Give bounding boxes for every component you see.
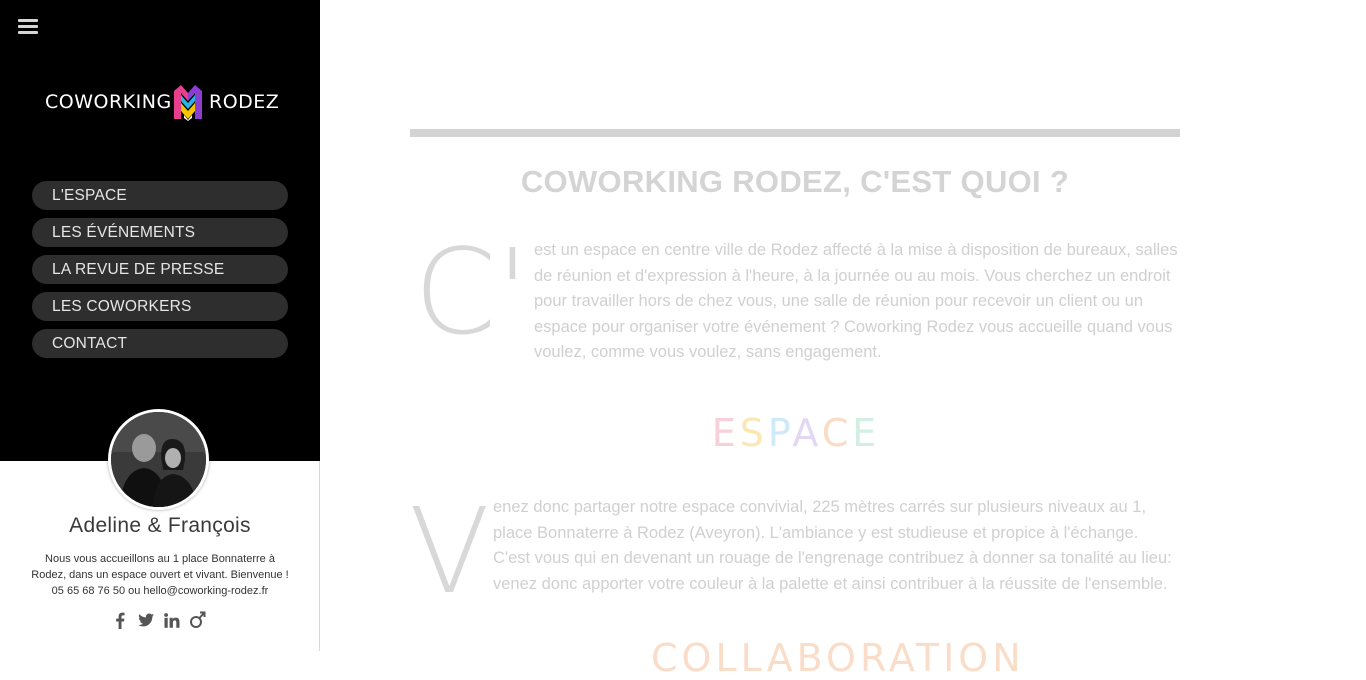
linkedin-icon[interactable]	[164, 611, 180, 629]
sidebar-header	[0, 0, 320, 461]
person-description: Nous vous accueillons au 1 place Bonnaterre à Rodez, dans un espace ouvert et vivant. Bienvenue ! 05 65 68 76 50 ou hello@coworking-rodez.fr	[31, 553, 289, 597]
logo-text-right: RODEZ	[209, 91, 280, 113]
intro-paragraph: est un espace en centre ville de Rodez affecté à la mise à disposition de bureaux, salles de réunion et d'expression à l'heure, à la journée ou au mois. Vous cherchez un endroit pour travailler hors de chez vous, une salle de réunion pour recevoir un client ou un espace pour organiser votre événement ? Coworking Rodez vous accueille quand vous voulez, comme vous voulez, sans engagement.	[534, 241, 1178, 361]
nav-item-evenements[interactable]: LES ÉVÉNEMENTS	[32, 218, 288, 247]
espace-letter: C	[821, 411, 853, 455]
espace-letter: S	[739, 411, 768, 455]
nav-item-revue-de-presse[interactable]: LA REVUE DE PRESSE	[32, 255, 288, 284]
nav-item-coworkers[interactable]: LES COWORKERS	[32, 292, 288, 321]
espace-dropcap: V	[409, 482, 490, 620]
person-name: Adeline & François	[69, 514, 251, 537]
espace-letter: A	[792, 411, 822, 455]
avatar-illustration	[111, 412, 206, 507]
menu-icon[interactable]	[18, 19, 38, 36]
sidebar	[0, 0, 320, 651]
main-nav	[32, 181, 288, 366]
page-title: COWORKING RODEZ, C'EST QUOI ?	[520, 164, 1070, 199]
nav-item-espace[interactable]: L'ESPACE	[32, 181, 288, 210]
espace-paragraph: enez donc partager notre espace convivial, 225 mètres carrés sur plusieurs niveaux au 1, place Bonnaterre à Rodez (Aveyron). L'ambiance y est studieuse et propice à l'échange. C'est vous qui en devenant un rouage de l'engrenage contribuez à donner sa tonalité au lieu: venez donc apporter votre couleur à la palette et ainsi contribuer à la réussite de l'ensemble.	[493, 498, 1172, 593]
avatar	[108, 409, 209, 510]
site-logo[interactable]	[45, 85, 280, 123]
intro-dropcap: C'	[414, 223, 529, 361]
twitter-icon[interactable]	[138, 611, 154, 629]
social-links	[112, 611, 206, 631]
logo-text-left: COWORKING	[45, 91, 172, 113]
top-divider	[410, 129, 1180, 137]
logo-mark-icon	[172, 85, 204, 121]
foursquare-icon[interactable]	[190, 611, 206, 629]
section-title-espace	[701, 411, 891, 455]
next-section-title-text: COLLABORATION	[651, 636, 1025, 680]
avatar-photo	[111, 412, 206, 507]
espace-letter: E	[711, 411, 740, 455]
section-title-next	[651, 636, 1025, 680]
main-content	[321, 0, 1366, 680]
espace-letter: P	[767, 411, 793, 455]
espace-letter: E	[852, 411, 881, 455]
nav-item-contact[interactable]: CONTACT	[32, 329, 288, 358]
facebook-icon[interactable]	[112, 611, 128, 629]
